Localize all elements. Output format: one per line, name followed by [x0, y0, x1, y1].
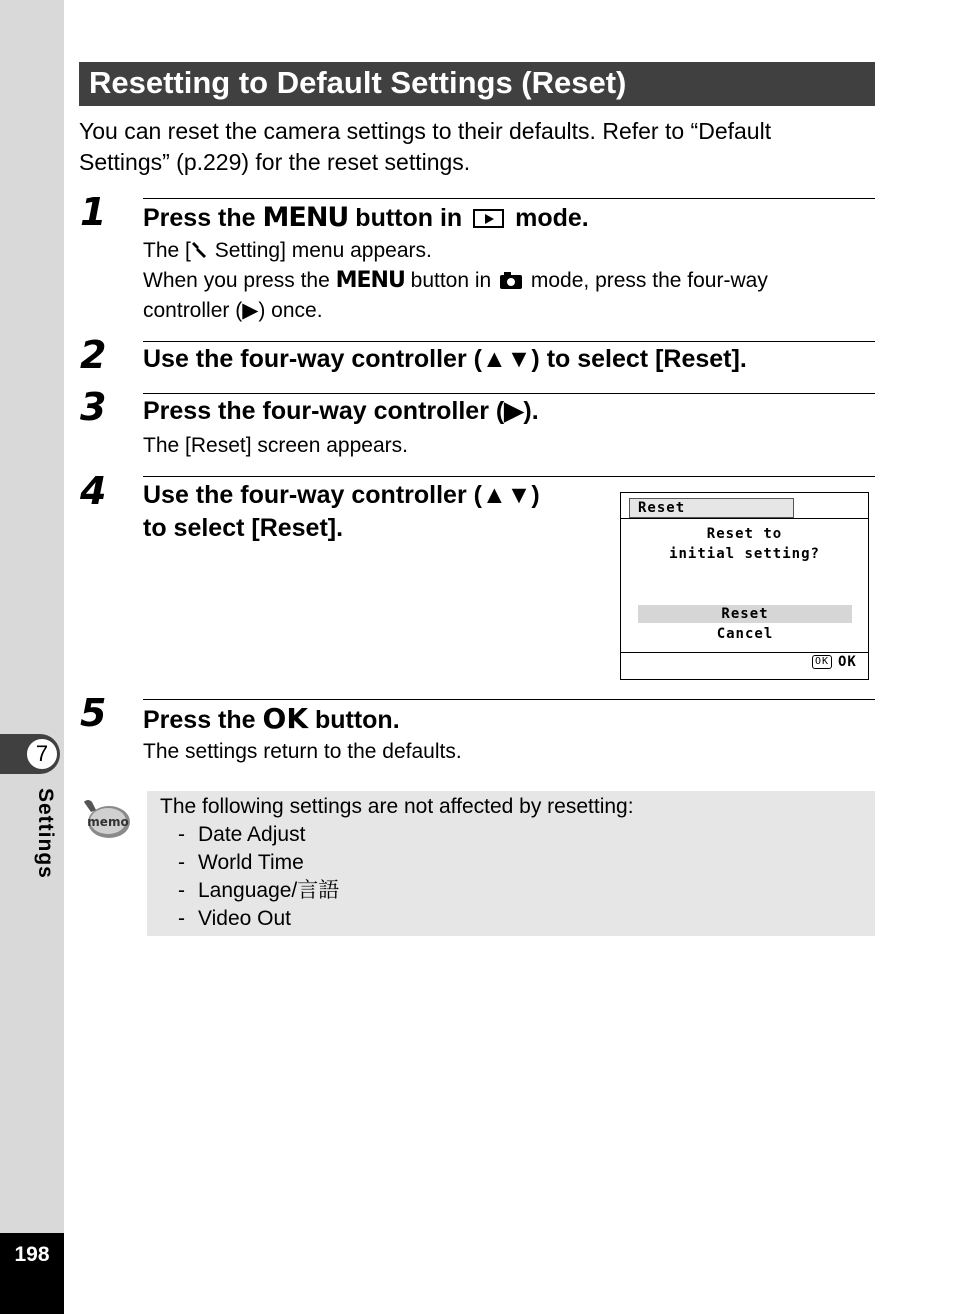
- step-1-head-pre: Press the: [143, 204, 263, 232]
- step-1-body-2-post: mode, press the four-way: [525, 269, 768, 292]
- screen-option-cancel[interactable]: Cancel: [716, 626, 774, 642]
- camera-screen: [620, 492, 869, 680]
- screen-tab: Reset: [629, 498, 794, 518]
- step-divider: [143, 476, 875, 477]
- step-1-head-post: mode.: [508, 204, 589, 232]
- chapter-name: Settings: [34, 788, 57, 879]
- step-2-heading: Use the four-way controller (▲▼) to select [Reset].: [143, 345, 747, 373]
- step-1-body-1-post: Setting] menu appears.: [208, 239, 432, 262]
- list-item-label: Video Out: [198, 907, 292, 930]
- svg-text:memo: memo: [87, 815, 129, 829]
- step-4-head-line-1: Use the four-way controller (▲▼): [143, 481, 540, 509]
- side-strip: [0, 0, 64, 1314]
- step-3-body: The [Reset] screen appears.: [143, 434, 408, 457]
- page-number: 198: [14, 1243, 50, 1266]
- step-1-body: [143, 236, 873, 326]
- step-1-body-1-pre: The [: [143, 239, 191, 262]
- step-number-2: 2: [80, 333, 107, 377]
- list-item-label: Language/言語: [198, 879, 340, 902]
- step-1-head-mid: button in: [348, 204, 470, 232]
- step-5-heading: [143, 702, 400, 737]
- step-divider: [143, 198, 875, 199]
- page-title: Resetting to Default Settings (Reset): [79, 62, 875, 106]
- playback-mode-icon: [473, 209, 504, 228]
- step-4-head-line-2: to select [Reset].: [143, 514, 344, 542]
- step-divider: [143, 699, 875, 700]
- screen-option-reset[interactable]: Reset: [638, 605, 852, 623]
- step-5-head-pre: Press the: [143, 706, 263, 734]
- chapter-number: 7: [25, 737, 59, 771]
- intro-text: [79, 116, 869, 178]
- step-1-body-2-pre: When you press the: [143, 269, 336, 292]
- step-number-1: 1: [80, 190, 107, 234]
- screen-bottom-divider: [621, 652, 868, 653]
- menu-button-label: MENU: [262, 202, 349, 233]
- memo-text: The following settings are not affected by resetting:: [160, 795, 634, 818]
- step-1-body-3: controller (▶) once.: [143, 299, 323, 322]
- wrench-icon: [191, 241, 209, 259]
- step-number-5: 5: [80, 691, 107, 735]
- menu-button-label-small: MENU: [335, 268, 405, 293]
- step-1-heading: [143, 201, 589, 235]
- camera-icon: [500, 272, 522, 289]
- ok-button-icon: OK: [812, 655, 832, 669]
- list-item: - World Time: [178, 851, 304, 874]
- step-divider: [143, 341, 875, 342]
- step-number-3: 3: [80, 385, 107, 429]
- ok-label: OK: [838, 654, 857, 670]
- memo-list: [178, 821, 339, 933]
- step-1-body-2-mid: button in: [404, 269, 498, 292]
- list-item: - Date Adjust: [178, 823, 306, 846]
- list-item-label: Date Adjust: [198, 823, 306, 846]
- intro-line-2: Settings” (p.229) for the reset settings.: [79, 149, 471, 175]
- memo-icon: [82, 798, 132, 842]
- step-5-head-post: button.: [308, 706, 400, 734]
- list-item-label: World Time: [198, 851, 304, 874]
- step-3-heading: Press the four-way controller (▶).: [143, 397, 539, 425]
- step-divider: [143, 393, 875, 394]
- intro-line-1: You can reset the camera settings to their defaults. Refer to “Default: [79, 118, 772, 144]
- screen-question-2: initial setting?: [669, 546, 820, 562]
- list-item: - Language/言語: [178, 879, 340, 902]
- list-item: - Video Out: [178, 907, 292, 930]
- ok-button-label: OK: [262, 702, 309, 735]
- step-4-heading: [143, 479, 540, 545]
- step-number-4: 4: [80, 469, 107, 513]
- screen-divider: [621, 518, 868, 519]
- step-5-body: The settings return to the defaults.: [143, 740, 462, 763]
- screen-question-1: Reset to: [706, 526, 783, 542]
